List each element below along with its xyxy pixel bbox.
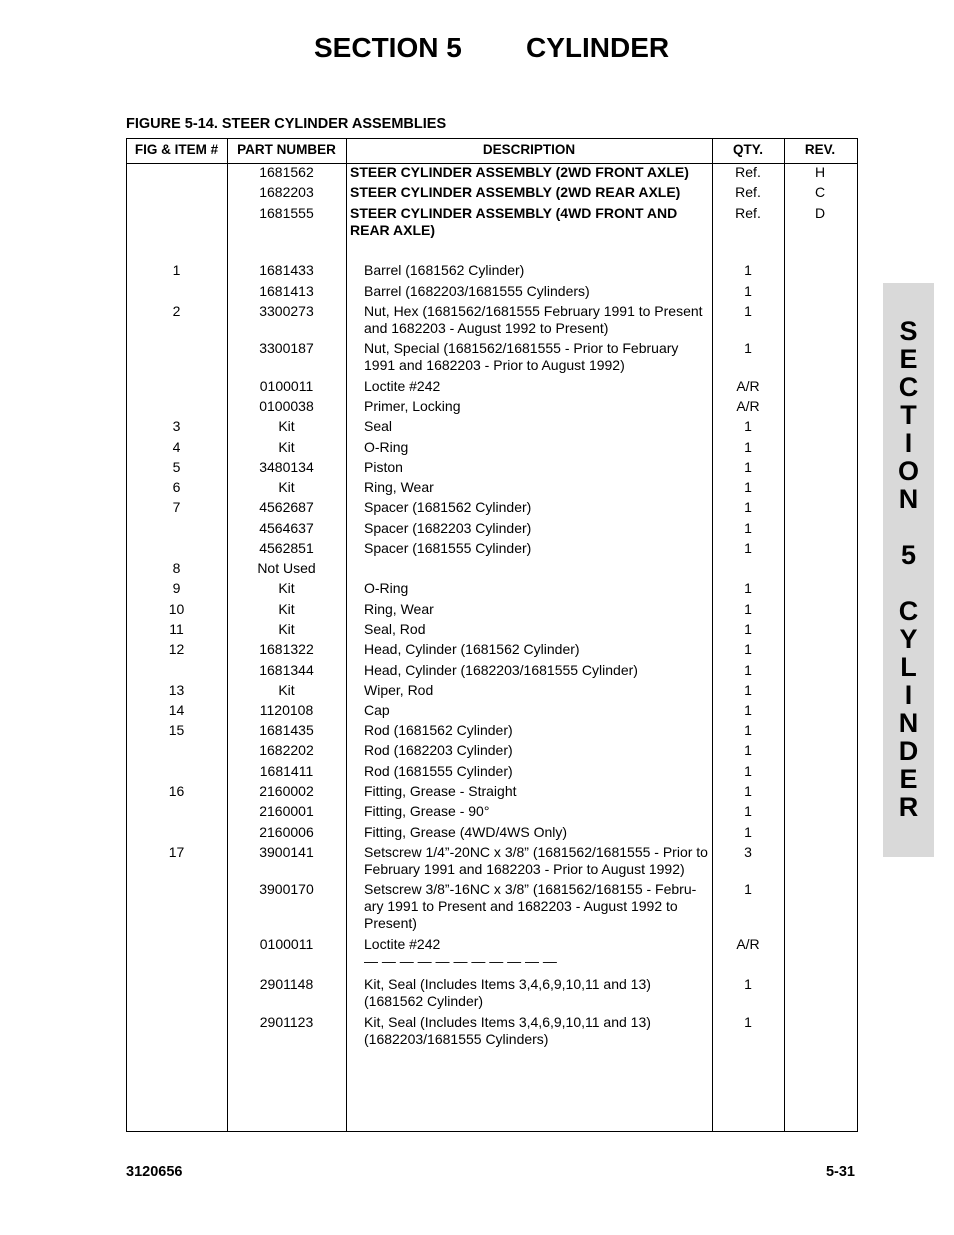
qty-cell: 1: [744, 499, 752, 515]
description-cell: O-Ring: [364, 580, 409, 596]
description-cell: Piston: [364, 459, 403, 475]
qty-cell: 1: [744, 742, 752, 758]
description-cell: Seal: [364, 418, 393, 434]
document-number: 3120656: [126, 1164, 183, 1180]
part-number-cell: 4562687: [259, 499, 314, 515]
qty-cell: Ref.: [735, 164, 761, 180]
part-number-cell: 1681433: [259, 262, 314, 278]
qty-cell: 1: [744, 262, 752, 278]
description-cell: Nut, Hex (1681562/1681555 February 1991 to Present and 1682203 - August 1992 to Present): [364, 303, 703, 336]
qty-cell: 1: [744, 540, 752, 556]
part-number-cell: 0100038: [259, 398, 314, 414]
section-title: CYLINDER: [526, 32, 670, 63]
part-number-cell: Kit: [278, 439, 295, 455]
part-number-cell: 0100011: [259, 936, 314, 952]
qty-cell: 1: [744, 682, 752, 698]
qty-cell: 1: [744, 601, 752, 617]
part-number-cell: Not Used: [257, 560, 316, 576]
qty-cell: Ref.: [735, 184, 761, 200]
qty-cell: 1: [744, 976, 752, 992]
section-side-tab: [883, 283, 934, 857]
description-cell: Setscrew 3/8”-16NC x 3/8” (1681562/168155 - Febru-ary 1991 to Present and 1682203 - August 1992 to Present): [364, 881, 697, 931]
part-number-cell: Kit: [278, 601, 295, 617]
description-cell: Fitting, Grease - Straight: [364, 783, 517, 799]
description-cell: Cap: [364, 702, 390, 718]
column-header-rev: REV.: [804, 142, 836, 157]
description-cell: Fitting, Grease (4WD/4WS Only): [364, 824, 568, 840]
description-cell: STEER CYLINDER ASSEMBLY (4WD FRONT AND REAR AXLE): [350, 205, 678, 238]
fig-cell: 11: [169, 621, 184, 637]
part-number-cell: Kit: [278, 621, 295, 637]
fig-cell: 8: [172, 560, 181, 576]
part-number-cell: 1682202: [259, 742, 314, 758]
part-number-cell: Kit: [278, 682, 295, 698]
qty-cell: A/R: [736, 398, 760, 414]
fig-cell: 7: [172, 499, 181, 515]
part-number-cell: 4562851: [259, 540, 314, 556]
part-number-cell: 0100011: [259, 378, 314, 394]
qty-cell: 1: [744, 439, 752, 455]
part-number-cell: 4564637: [259, 520, 314, 536]
description-cell: Head, Cylinder (1681562 Cylinder): [364, 641, 580, 657]
part-number-cell: 2901148: [259, 976, 314, 992]
qty-cell: 1: [744, 303, 752, 319]
part-number-cell: Kit: [278, 418, 295, 434]
fig-cell: 9: [172, 580, 181, 596]
fig-cell: 5: [172, 459, 181, 475]
description-cell: Seal, Rod: [364, 621, 426, 637]
fig-cell: 17: [168, 844, 185, 860]
part-number-cell: 1682203: [259, 184, 314, 200]
description-cell: Kit, Seal (Includes Items 3,4,6,9,10,11 and 13) (1682203/1681555 Cylinders): [364, 1014, 651, 1047]
qty-cell: Ref.: [735, 205, 761, 221]
description-cell: Spacer (1682203 Cylinder): [364, 520, 532, 536]
rev-cell: C: [814, 184, 826, 200]
qty-cell: A/R: [736, 936, 760, 952]
part-number-cell: Kit: [278, 580, 295, 596]
part-number-cell: Kit: [278, 479, 295, 495]
description-cell: Ring, Wear: [364, 479, 434, 495]
qty-cell: 1: [744, 459, 752, 475]
qty-cell: 1: [744, 1014, 752, 1030]
qty-cell: 1: [744, 803, 752, 819]
part-number-cell: 2160006: [259, 824, 314, 840]
qty-cell: 1: [744, 824, 752, 840]
description-cell: Loctite #242: [364, 378, 441, 394]
qty-cell: 1: [744, 479, 752, 495]
part-number-cell: 2160001: [259, 803, 314, 819]
qty-cell: 1: [744, 340, 752, 356]
description-cell: Wiper, Rod: [364, 682, 434, 698]
part-number-cell: 1681411: [259, 763, 314, 779]
side-tab-label: S E C T I O N 5 C Y L I N D E R: [897, 316, 919, 822]
description-cell: Spacer (1681555 Cylinder): [364, 540, 532, 556]
description-cell: STEER CYLINDER ASSEMBLY (2WD REAR AXLE): [350, 184, 681, 200]
part-number-cell: 2160002: [259, 783, 314, 799]
qty-cell: A/R: [736, 378, 760, 394]
description-cell: — — — — — — — — — — —: [364, 953, 557, 969]
part-number-cell: 3900141: [259, 844, 314, 860]
qty-cell: 1: [744, 881, 752, 897]
description-cell: Head, Cylinder (1682203/1681555 Cylinder): [364, 662, 638, 678]
part-number-cell: 3300273: [259, 303, 314, 319]
qty-cell: 1: [744, 783, 752, 799]
page-header: [0, 32, 954, 72]
qty-cell: 1: [744, 662, 752, 678]
description-cell: Kit, Seal (Includes Items 3,4,6,9,10,11 and 13) (1681562 Cylinder): [364, 976, 651, 1009]
part-number-cell: 1681435: [259, 722, 314, 738]
rev-cell: D: [814, 205, 826, 221]
part-number-cell: 3300187: [259, 340, 314, 356]
qty-cell: 1: [744, 722, 752, 738]
description-cell: Ring, Wear: [364, 601, 434, 617]
part-number-cell: 1681413: [259, 283, 314, 299]
qty-cell: 1: [744, 283, 752, 299]
description-cell: Rod (1681555 Cylinder): [364, 763, 513, 779]
rev-cell: H: [814, 164, 826, 180]
fig-cell: 15: [168, 722, 185, 738]
description-cell: Barrel (1682203/1681555 Cylinders): [364, 283, 590, 299]
description-cell: Rod (1681562 Cylinder): [364, 722, 513, 738]
fig-cell: 4: [172, 439, 181, 455]
fig-cell: 13: [168, 682, 185, 698]
part-number-cell: 2901123: [259, 1014, 314, 1030]
part-number-cell: 1681555: [259, 205, 314, 221]
qty-cell: 1: [744, 418, 752, 434]
qty-cell: 1: [744, 702, 752, 718]
description-cell: Nut, Special (1681562/1681555 - Prior to February 1991 and 1682203 - Prior to August 1992): [364, 340, 679, 373]
qty-cell: 1: [744, 621, 752, 637]
fig-cell: 1: [172, 262, 181, 278]
description-cell: Fitting, Grease - 90°: [364, 803, 490, 819]
description-cell: STEER CYLINDER ASSEMBLY (2WD FRONT AXLE): [350, 164, 689, 180]
description-cell: Setscrew 1/4”-20NC x 3/8” (1681562/1681555 - Prior to February 1991 and 1682203 - Prior to August 1992): [364, 844, 708, 877]
qty-cell: 1: [744, 763, 752, 779]
column-header-fig: FIG & ITEM #: [134, 142, 219, 157]
fig-cell: 12: [168, 641, 185, 657]
fig-cell: 14: [168, 702, 185, 718]
description-cell: Loctite #242: [364, 936, 441, 952]
fig-cell: 2: [172, 303, 181, 319]
description-cell: Barrel (1681562 Cylinder): [364, 262, 525, 278]
part-number-cell: 1681322: [259, 641, 314, 657]
section-label: SECTION 5: [314, 32, 462, 63]
description-cell: Rod (1682203 Cylinder): [364, 742, 513, 758]
part-number-cell: 3900170: [259, 881, 314, 897]
column-header-part: PART NUMBER: [237, 142, 336, 157]
fig-cell: 3: [172, 418, 181, 434]
description-cell: O-Ring: [364, 439, 409, 455]
part-number-cell: 1681562: [259, 164, 314, 180]
column-header-qty: QTY.: [732, 142, 763, 157]
part-number-cell: 1120108: [259, 702, 314, 718]
description-cell: Primer, Locking: [364, 398, 461, 414]
figure-title: FIGURE 5-14. STEER CYLINDER ASSEMBLIES: [126, 116, 447, 132]
qty-cell: 1: [744, 580, 752, 596]
column-header-description: DESCRIPTION: [482, 142, 576, 157]
fig-cell: 16: [168, 783, 185, 799]
part-number-cell: 3480134: [259, 459, 314, 475]
qty-cell: 1: [744, 641, 752, 657]
parts-table: [126, 138, 858, 1132]
page-number: 5-31: [825, 1164, 855, 1180]
part-number-cell: 1681344: [259, 662, 314, 678]
fig-cell: 10: [168, 601, 185, 617]
qty-cell: 3: [744, 844, 752, 860]
description-cell: Spacer (1681562 Cylinder): [364, 499, 532, 515]
qty-cell: 1: [744, 520, 752, 536]
fig-cell: 6: [172, 479, 181, 495]
